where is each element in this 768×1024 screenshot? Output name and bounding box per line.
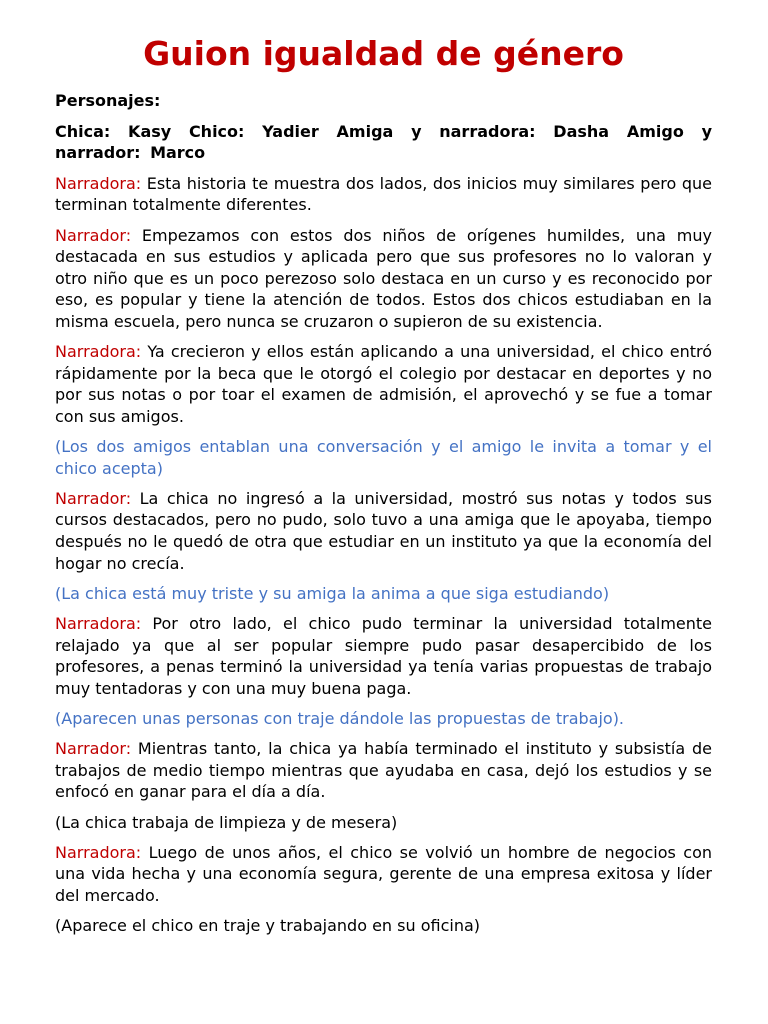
script-paragraph-narrador-1 [55, 225, 712, 333]
script-paragraph-narradora-4 [55, 842, 712, 907]
document-page [55, 32, 712, 945]
script-paragraph-narradora-1 [55, 173, 712, 216]
stage-direction-1: (Los dos amigos entablan una conversación y el amigo le invita a tomar y el chico acepta) [55, 437, 712, 478]
stage-direction-4: (La chica trabaja de limpieza y de mesera) [55, 812, 398, 832]
script-paragraph-narrador-2 [55, 488, 712, 574]
script-paragraph-narradora-2 [55, 341, 712, 427]
script-paragraph-narrador-3 [55, 738, 712, 803]
characters-line: Chica: Kasy Chico: Yadier Amiga y narradora: Dasha Amigo y narrador: Marco [55, 121, 712, 163]
stage-direction-3: (Aparecen unas personas con traje dándole las propuestas de trabajo). [55, 709, 625, 728]
speaker-label: Narradora: [55, 842, 142, 862]
dialogue-text: Por otro lado, el chico pudo terminar la universidad totalmente relajado ya que al ser popular siempre pudo pasar desapercibido de los profesores, a penas terminó la universidad ya tenía varias propuestas de trabajo muy tentadoras y con una muy buena paga. [55, 614, 712, 698]
stage-direction-5: (Aparece el chico en traje y trabajando en su oficina) [55, 916, 480, 936]
characters-heading: Personajes: [55, 91, 161, 110]
dialogue-text: Ya crecieron y ellos están aplicando a una universidad, el chico entró rápidamente por la beca que le otorgó el colegio por destacar en deportes y no por sus notas o por toar el examen de admisión, el aprovechó y se fue a tomar con sus amigos. [55, 342, 712, 426]
speaker-label: Narradora: [55, 173, 142, 193]
dialogue-text: Empezamos con estos dos niños de orígenes humildes, una muy destacada en sus estudios y aplicada pero que sus profesores no lo valoran y otro niño que es un poco perezoso solo destaca en un curso y es reconocido por eso, es popular y tiene la atención de todos. Estos dos chicos estudiaban en la misma escuela, pero nunca se cruzaron o supieron de su existencia. [55, 225, 712, 331]
document-title: Guion igualdad de género [143, 34, 624, 73]
speaker-label: Narrador: [55, 739, 132, 759]
dialogue-text: La chica no ingresó a la universidad, mostró sus notas y todos sus cursos destacados, pero no pudo, solo tuvo a una amiga que le apoyaba, tiempo después no le quedó de otra que estudiar en un instituto ya que la economía del hogar no crecía. [55, 488, 712, 573]
speaker-label: Narradora: [55, 614, 142, 634]
stage-direction-2: (La chica está muy triste y su amiga la anima a que siga estudiando) [55, 583, 610, 603]
dialogue-text: Luego de unos años, el chico se volvió un hombre de negocios con una vida hecha y una economía segura, gerente de una empresa exitosa y líder del mercado. [55, 842, 712, 905]
speaker-label: Narrador: [55, 488, 132, 508]
dialogue-text: Esta historia te muestra dos lados, dos inicios muy similares pero que terminan totalmente diferentes. [55, 173, 712, 215]
speaker-label: Narradora: [55, 342, 142, 362]
speaker-label: Narrador: [55, 225, 132, 245]
script-paragraph-narradora-3 [55, 613, 712, 699]
dialogue-text: Mientras tanto, la chica ya había terminado el instituto y subsistía de trabajos de medio tiempo mientras que ayudaba en casa, dejó los estudios y se enfocó en ganar para el día a día. [55, 739, 712, 802]
